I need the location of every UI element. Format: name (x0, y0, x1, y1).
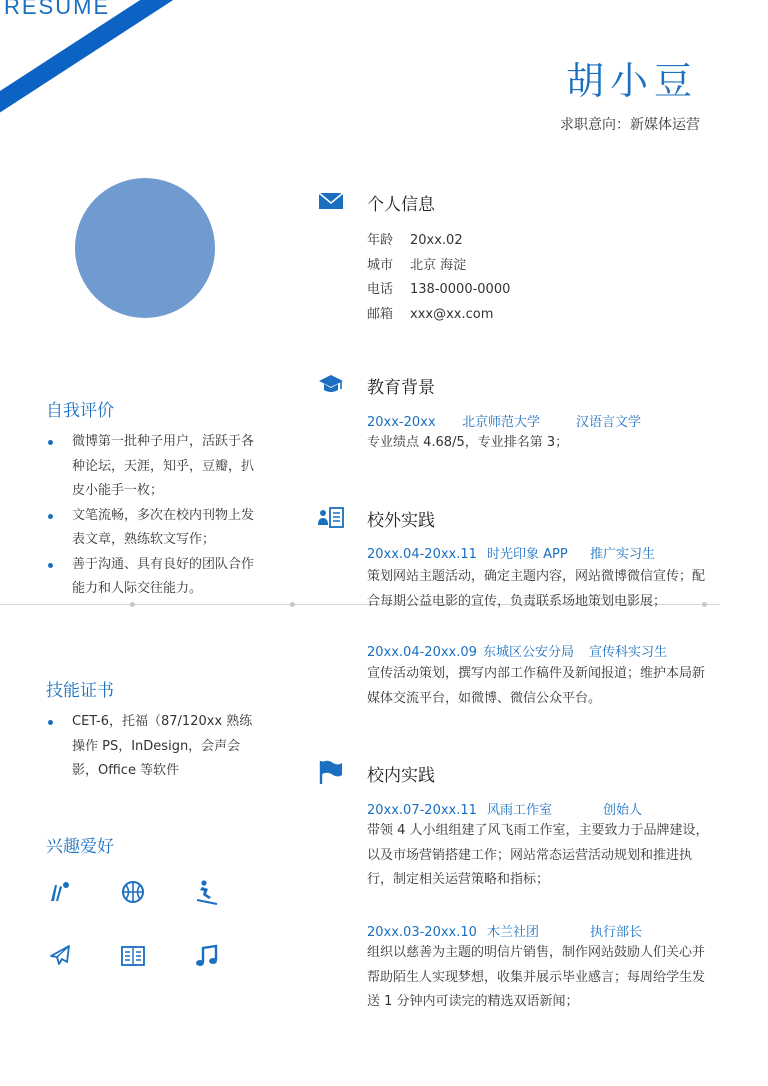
info-value: 20xx.02 (410, 233, 463, 248)
education-meta (367, 411, 641, 430)
info-row-age (367, 229, 463, 248)
outside-entry-meta (367, 641, 667, 660)
list-item: 微博第一批种子用户，活跃于各种论坛，天涯，知乎，豆瓣，扒皮小能手一枚； (46, 430, 256, 504)
entry-period: 20xx.03-20xx.10 (367, 925, 477, 940)
info-row-city (367, 254, 466, 273)
self-eval-title: 自我评价 (46, 401, 114, 421)
avatar (75, 178, 215, 318)
info-value: 138-0000-0000 (410, 282, 511, 297)
entry-role: 执行部长 (590, 925, 643, 940)
flag-icon (318, 759, 344, 785)
list-item: CET-6，托福（87/120xx 熟练操作 PS，InDesign，会声会影，Office 等软件 (46, 710, 256, 784)
outside-practice-title: 校外实践 (367, 511, 435, 531)
inside-entry-meta (367, 799, 642, 818)
music-note-icon (194, 943, 220, 969)
inside-entry-desc: 带领 4 人小组组建了风飞雨工作室，主要致力于品牌建设，以及市场营销搭建工作；网站常态运营活动规划和推进执行，制定相关运营策略和指标； (367, 823, 709, 887)
envelope-icon (318, 188, 344, 214)
education-major: 汉语言文学 (576, 415, 642, 430)
info-value: xxx@xx.com (410, 307, 494, 322)
info-value: 北京 海淀 (410, 258, 467, 273)
outside-entry-meta (367, 543, 655, 562)
info-key: 电话 (367, 282, 394, 297)
education-title: 教育背景 (367, 378, 435, 398)
skiing-icon (194, 879, 220, 905)
divider-dot (130, 602, 135, 607)
entry-period: 20xx.07-20xx.11 (367, 803, 477, 818)
info-key: 城市 (367, 258, 394, 273)
hobbies-title: 兴趣爱好 (46, 837, 114, 857)
candidate-name: 胡小豆 (565, 59, 698, 103)
info-row-email (367, 303, 493, 322)
inside-entry-meta (367, 921, 642, 940)
divider-dot (290, 602, 295, 607)
list-item: 文笔流畅，多次在校内刊物上发表文章，熟练软文写作； (46, 504, 256, 553)
education-desc: 专业绩点 4.68/5，专业排名第 3； (367, 435, 569, 450)
education-school: 北京师范大学 (462, 415, 541, 430)
book-icon (120, 943, 146, 969)
entry-period: 20xx.04-20xx.09 (367, 645, 477, 660)
info-row-phone (367, 278, 510, 297)
entry-org: 东城区公安分局 (483, 645, 575, 660)
outside-entry-desc: 宣传活动策划，撰写内部工作稿件及新闻报道；维护本局新媒体交流平台，如微博、微信公众平台。 (367, 666, 706, 706)
inside-practice-title: 校内实践 (367, 766, 435, 786)
contact-list-icon (318, 505, 344, 531)
badminton-icon (47, 879, 73, 905)
info-key: 邮箱 (367, 307, 394, 322)
entry-role: 宣传科实习生 (589, 645, 668, 660)
diagonal-stripe (0, 0, 218, 145)
airplane-icon (47, 943, 73, 969)
entry-org: 时光印象 APP (487, 547, 568, 562)
education-period: 20xx-20xx (367, 415, 436, 430)
info-key: 年龄 (367, 233, 394, 248)
basketball-icon (120, 879, 146, 905)
self-eval-list (46, 430, 256, 602)
list-item: 善于沟通、具有良好的团队合作能力和人际交往能力。 (46, 553, 256, 602)
outside-entry-desc: 策划网站主题活动，确定主题内容，网站微博微信宣传；配合每期公益电影的宣传，负责联系场地策划电影展； (367, 569, 706, 609)
personal-info-title: 个人信息 (367, 195, 435, 215)
job-intent: 求职意向：新媒体运营 (560, 117, 700, 133)
entry-org: 风雨工作室 (487, 803, 553, 818)
entry-period: 20xx.04-20xx.11 (367, 547, 477, 562)
skills-list (46, 710, 256, 784)
entry-org: 木兰社团 (487, 925, 540, 940)
skills-title: 技能证书 (46, 681, 114, 701)
entry-role: 推广实习生 (590, 547, 656, 562)
inside-entry-desc: 组织以慈善为主题的明信片销售，制作网站鼓励人们关心并帮助陌生人实现梦想，收集并展示毕业感言；每周给学生发送 1 分钟内可读完的精选双语新闻； (367, 945, 706, 1009)
graduation-cap-icon (318, 371, 344, 397)
resume-label: RESUME (4, 0, 111, 19)
entry-role: 创始人 (603, 803, 643, 818)
